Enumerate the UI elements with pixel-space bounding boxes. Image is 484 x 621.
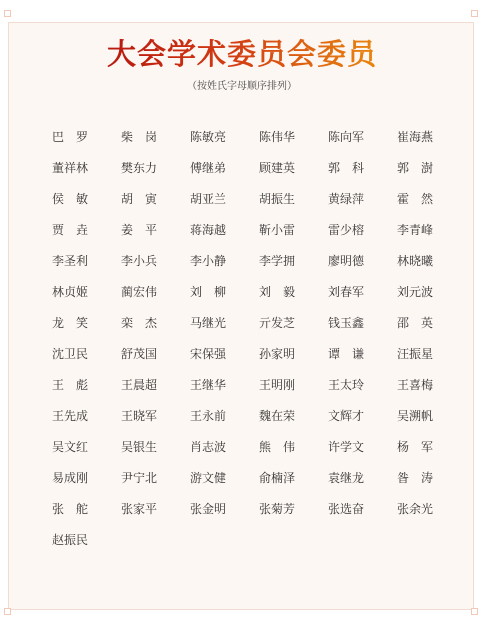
member-name: 侯 敏	[52, 192, 89, 206]
member-name: 孙家明	[259, 347, 296, 361]
member-name: 李学拥	[259, 254, 296, 268]
member-name: 尹宁北	[121, 471, 158, 485]
member-name: 刘春军	[328, 285, 365, 299]
corner-ornament-bottom-right	[468, 603, 482, 617]
member-name: 胡亚兰	[190, 192, 227, 206]
member-name: 廖明德	[328, 254, 365, 268]
member-name: 顾建英	[259, 161, 296, 175]
member-name: 陈敏亮	[190, 130, 227, 144]
member-name: 魏在荣	[259, 409, 296, 423]
member-name: 巴 罗	[52, 130, 89, 144]
member-name: 王继华	[190, 378, 227, 392]
member-name: 张 舵	[52, 502, 89, 516]
member-name: 袁继龙	[328, 471, 365, 485]
member-name: 崔海燕	[397, 130, 434, 144]
member-name-grid	[52, 128, 452, 562]
page-title-text: 大会学术委员会委员	[106, 37, 377, 71]
member-name: 郭 澍	[397, 161, 434, 175]
member-name: 王 彪	[52, 378, 89, 392]
corner-ornament-top-right	[468, 8, 482, 22]
member-name: 王喜梅	[397, 378, 434, 392]
member-name: 王先成	[52, 409, 89, 423]
member-name: 霍 然	[397, 192, 434, 206]
member-name: 胡振生	[259, 192, 296, 206]
corner-ornament-top-left	[0, 8, 14, 22]
member-name: 郭 科	[328, 161, 365, 175]
member-name: 黄绿萍	[328, 192, 365, 206]
member-name: 钱玉鑫	[328, 316, 365, 330]
member-name: 张家平	[121, 502, 158, 516]
member-name: 王晨超	[121, 378, 158, 392]
member-name: 龙 笑	[52, 316, 89, 330]
member-name: 张菊芳	[259, 502, 296, 516]
member-name: 栾 杰	[121, 316, 158, 330]
member-name: 俞楠泽	[259, 471, 296, 485]
member-name: 刘 柳	[190, 285, 227, 299]
member-name: 邵 英	[397, 316, 434, 330]
member-name: 樊东力	[121, 161, 158, 175]
member-name: 游文健	[190, 471, 227, 485]
member-name: 董祥林	[52, 161, 89, 175]
member-name: 靳小雷	[259, 223, 296, 237]
page-title	[0, 36, 484, 72]
member-name: 李青峰	[397, 223, 434, 237]
member-name: 陈伟华	[259, 130, 296, 144]
member-name: 杨 军	[397, 440, 434, 454]
member-name: 张余光	[397, 502, 434, 516]
member-name: 傅继弟	[190, 161, 227, 175]
member-name: 柴 岗	[121, 130, 158, 144]
member-name: 蒋海越	[190, 223, 227, 237]
member-name: 文辉才	[328, 409, 365, 423]
member-name: 谭 谦	[328, 347, 365, 361]
member-name: 王永前	[190, 409, 227, 423]
member-name: 昝 涛	[397, 471, 434, 485]
member-name: 赵振民	[52, 533, 89, 547]
page-subtitle: （按姓氏字母顺序排列）	[187, 81, 297, 92]
member-name: 沈卫民	[52, 347, 89, 361]
member-name: 刘元波	[397, 285, 434, 299]
member-name: 舒茂国	[121, 347, 158, 361]
member-name: 雷少榕	[328, 223, 365, 237]
member-name: 林贞姬	[52, 285, 89, 299]
member-name: 张选奋	[328, 502, 365, 516]
member-name: 贾 垚	[52, 223, 89, 237]
member-name: 王明刚	[259, 378, 296, 392]
member-name: 林晓曦	[397, 254, 434, 268]
member-name: 易成刚	[52, 471, 89, 485]
member-name: 胡 寅	[121, 192, 158, 206]
member-name: 吴溯帆	[397, 409, 434, 423]
member-name: 李圣利	[52, 254, 89, 268]
member-name: 张金明	[190, 502, 227, 516]
member-name: 马继光	[190, 316, 227, 330]
member-name: 李小兵	[121, 254, 158, 268]
member-name: 王太玲	[328, 378, 365, 392]
member-name: 肖志波	[190, 440, 227, 454]
member-name: 熊 伟	[259, 440, 296, 454]
corner-ornament-bottom-left	[0, 603, 14, 617]
member-name: 陈向军	[328, 130, 365, 144]
member-name: 亓发芝	[259, 316, 296, 330]
member-name: 许学文	[328, 440, 365, 454]
member-name: 吴银生	[121, 440, 158, 454]
member-name: 刘 毅	[259, 285, 296, 299]
member-name: 王晓军	[121, 409, 158, 423]
member-name: 汪振星	[397, 347, 434, 361]
member-name: 吴文红	[52, 440, 89, 454]
member-name: 李小静	[190, 254, 227, 268]
member-name: 宋保强	[190, 347, 227, 361]
member-name: 姜 平	[121, 223, 158, 237]
member-name: 蔺宏伟	[121, 285, 158, 299]
